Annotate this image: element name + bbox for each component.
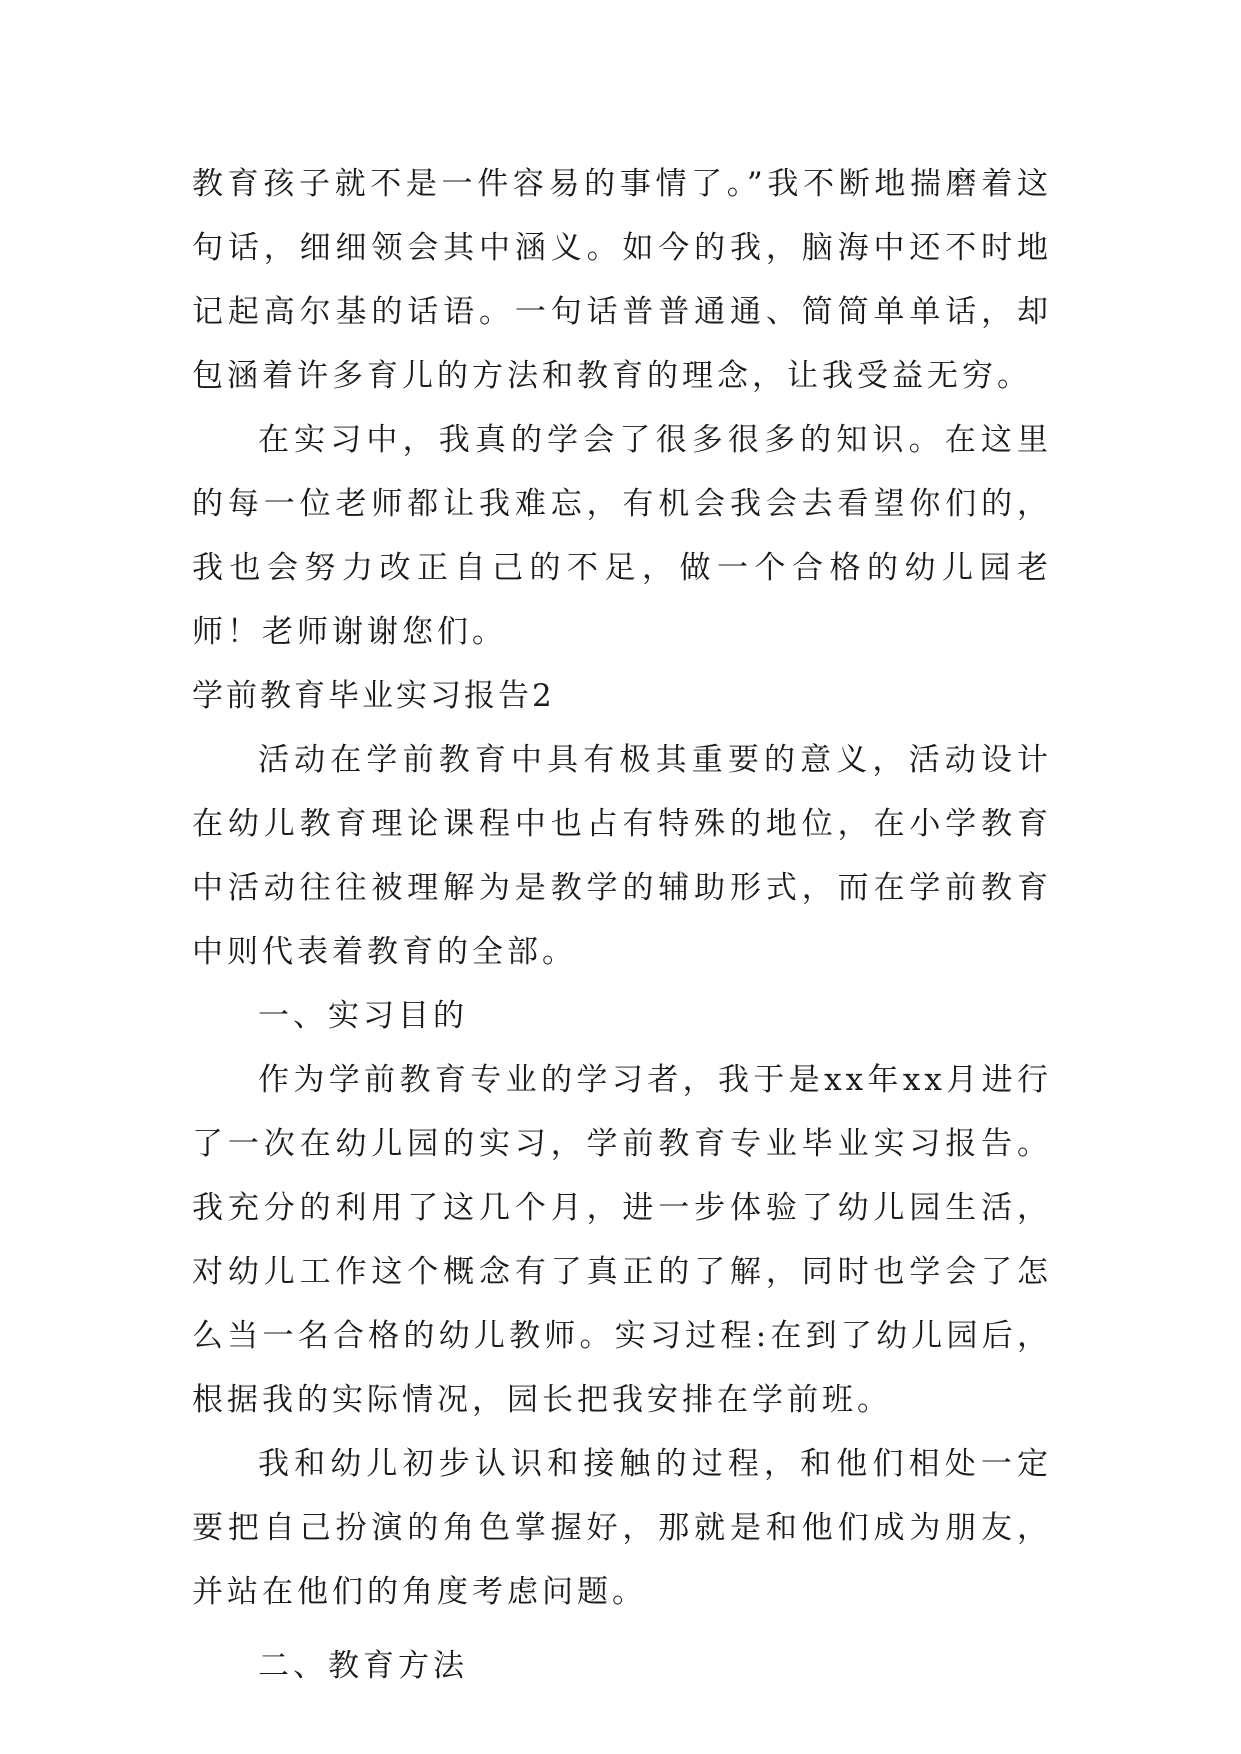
paragraph-internship-gains: 在实习中，我真的学会了很多很多的知识。在这里的每一位老师都让我难忘，有机会我会去看望你们的，我也会努力改正自己的不足，做一个合格的幼儿园老师！老师谢谢您们。 [192,422,1052,650]
paragraph-internship-description: 作为学前教育专业的学习者，我于是xx年xx月进行了一次在幼儿园的实习，学前教育专业毕业实习报告。我充分的利用了这几个月，进一步体验了幼儿园生活，对幼儿工作这个概念有了真正的了解，同时也学会了怎么当一名合格的幼儿教师。实习过程:在到了幼儿园后，根据我的实际情况，园长把我安排在学前班。 [192,1062,1052,1418]
paragraph-intro-continuation: 教育孩子就不是一件容易的事情了。”我不断地揣磨着这句话，细细领会其中涵义。如今的我，脑海中还不时地记起高尔基的话语。一句话普普通通、简简单单话，却包涵着许多育儿的方法和教育的理念，让我受益无穷。 [192,166,1052,394]
section-heading-purpose: 一、实习目的 [258,998,468,1034]
report-title: 学前教育毕业实习报告2 [192,678,555,714]
section-heading-methods: 二、教育方法 [258,1648,468,1684]
paragraph-activity-importance: 活动在学前教育中具有极其重要的意义，活动设计在幼儿教育理论课程中也占有特殊的地位，在小学教育中活动往往被理解为是教学的辅助形式，而在学前教育中则代表着教育的全部。 [192,742,1052,970]
paragraph-interaction: 我和幼儿初步认识和接触的过程，和他们相处一定要把自己扮演的角色掌握好，那就是和他们成为朋友，并站在他们的角度考虑问题。 [192,1446,1052,1610]
document-body [192,152,1052,1698]
